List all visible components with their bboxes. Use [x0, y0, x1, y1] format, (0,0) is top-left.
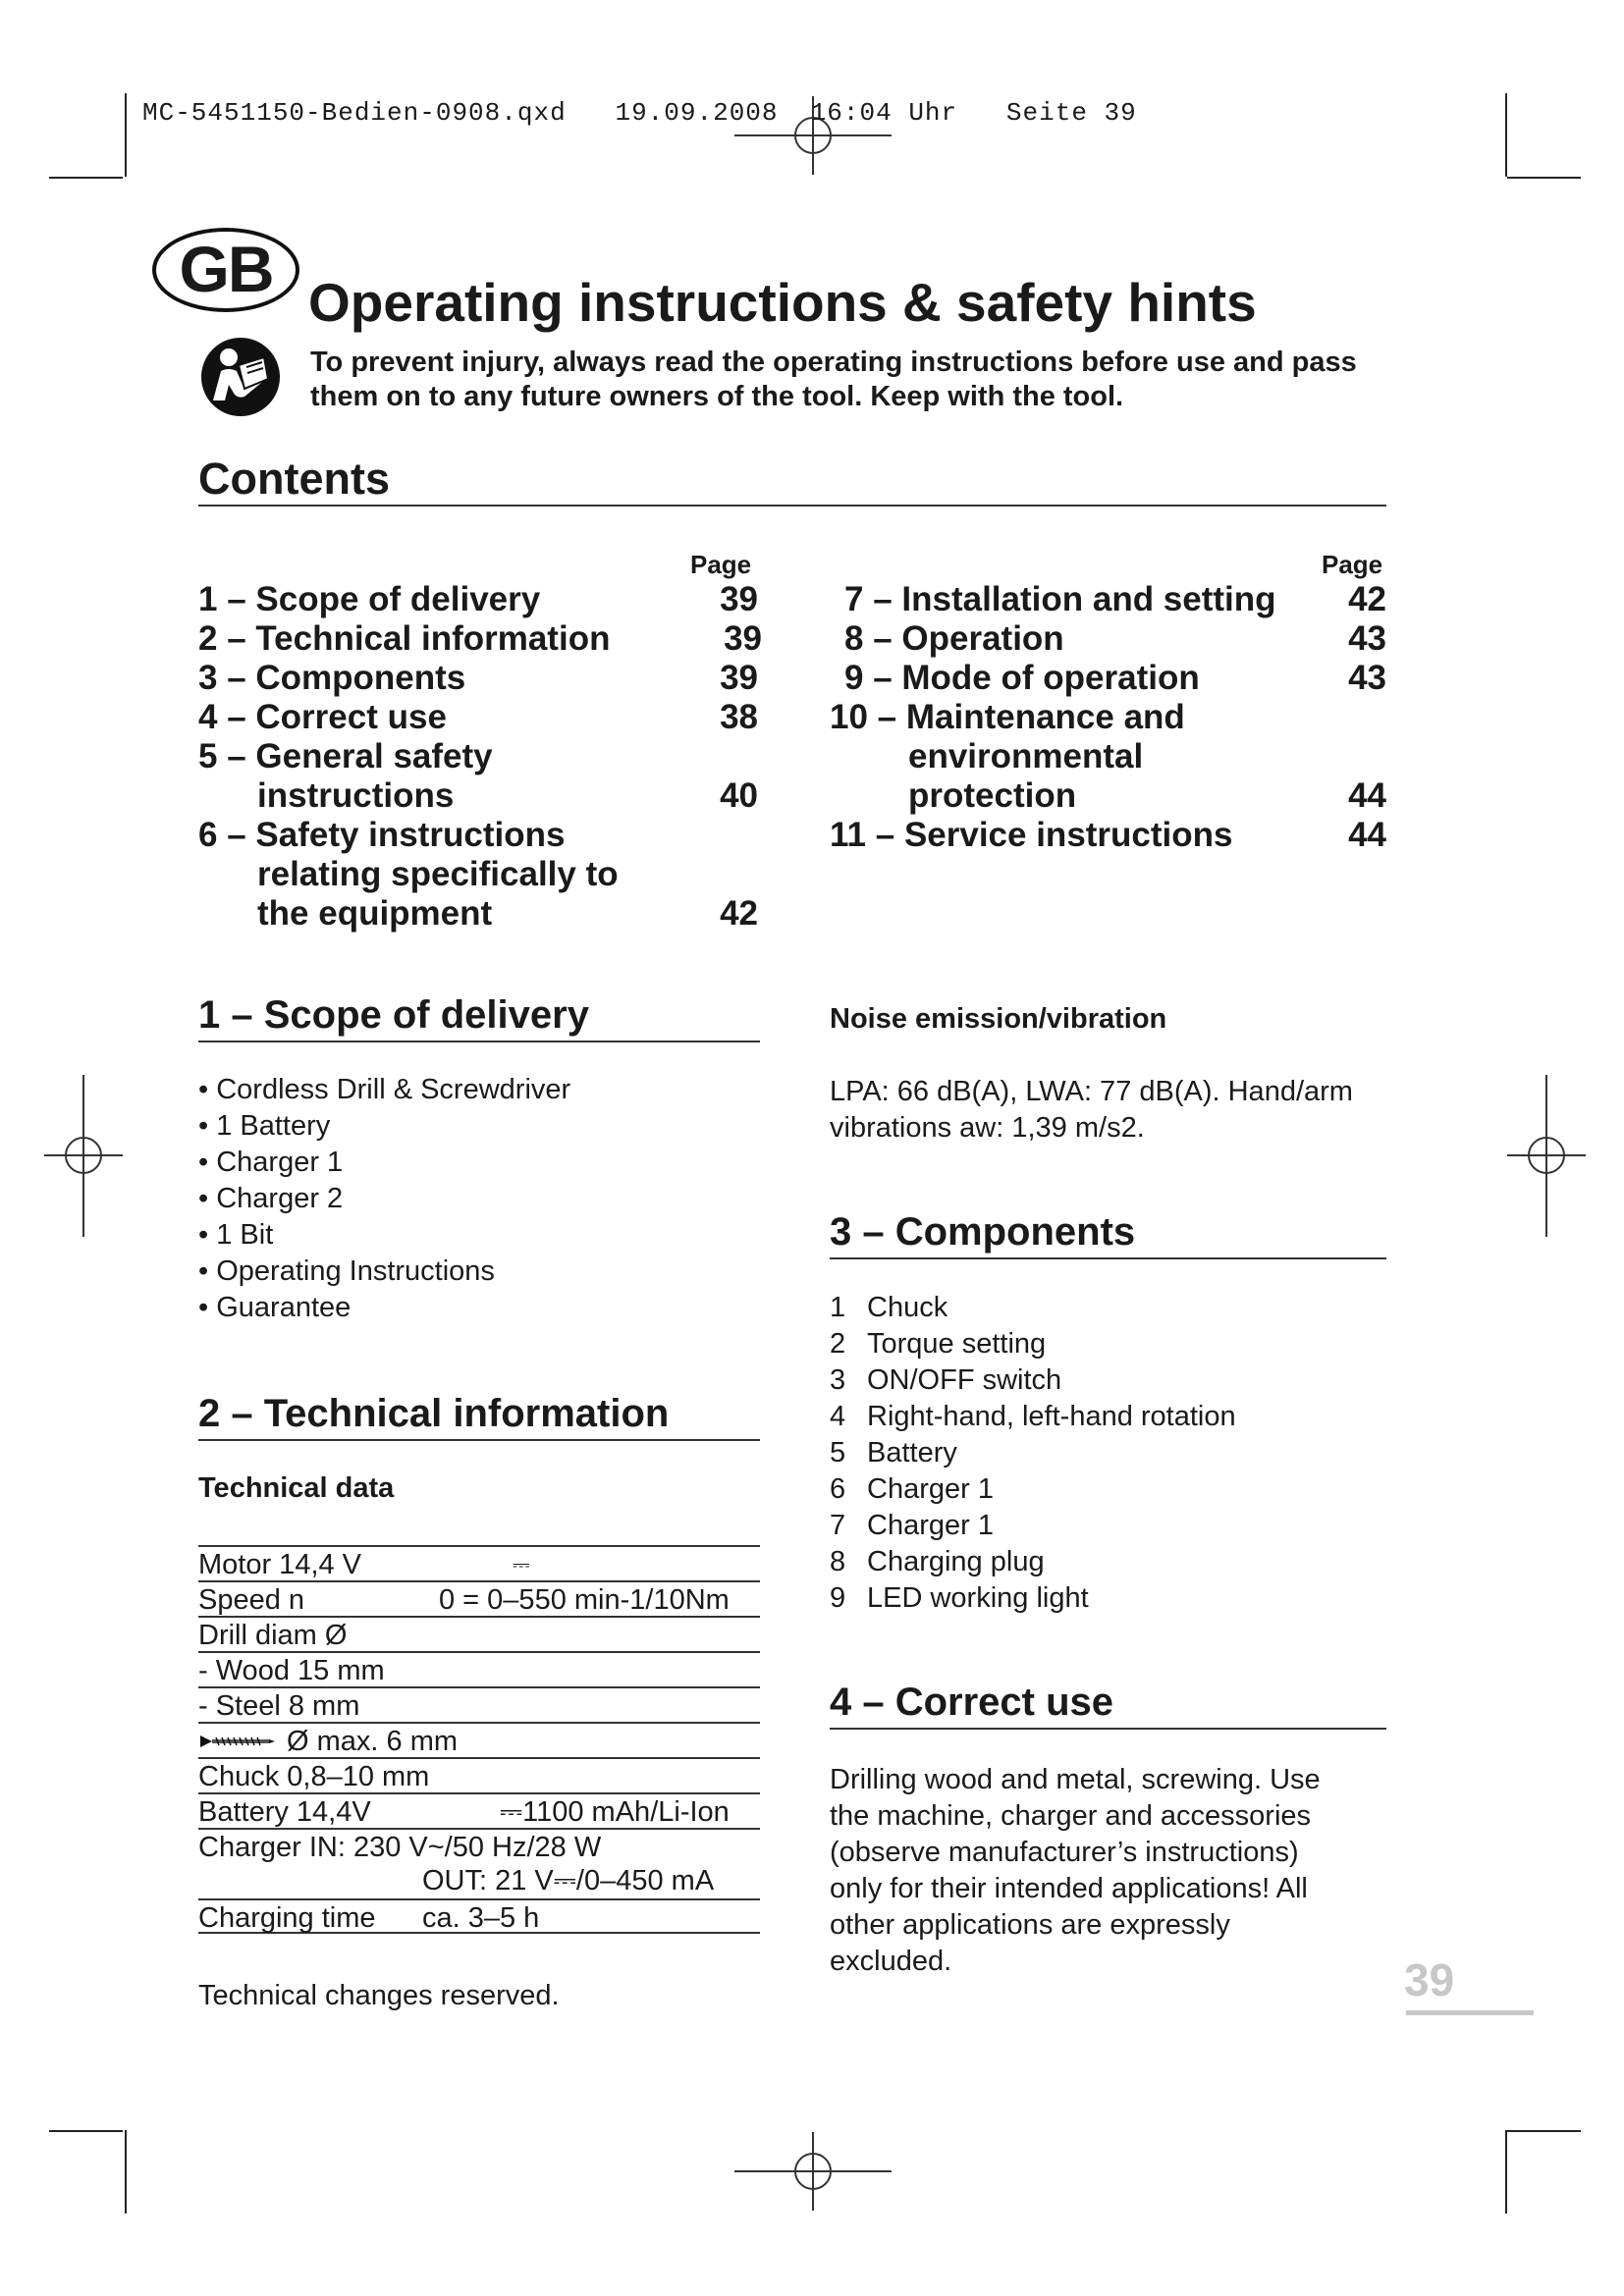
list-item [830, 1399, 1236, 1435]
table-cell: Ø max. 6 mm [287, 1726, 459, 1757]
divider [198, 505, 1386, 507]
table-cell: - Wood 15 mm [198, 1655, 385, 1686]
table-cell: 0 = 0–550 min-1/10Nm [439, 1584, 730, 1616]
table-row [198, 1580, 760, 1616]
toc-item [844, 619, 1386, 659]
toc-text: environmental [908, 737, 1144, 775]
page-column-label: Page [690, 550, 752, 579]
page-column-label: Page [1322, 550, 1383, 579]
list-item: • Operating Instructions [198, 1254, 570, 1290]
component-name: Torque setting [867, 1328, 1047, 1360]
list-item: • Charger 2 [198, 1181, 570, 1217]
noise-heading: Noise emission/vibration [830, 1003, 1167, 1035]
table-cell: ca. 3–5 h [422, 1902, 540, 1934]
toc-text: Operation [901, 619, 1064, 658]
toc-num: 6 – [198, 816, 246, 854]
toc-text: instructions [257, 776, 455, 815]
toc-text: relating specifically to [257, 855, 619, 893]
component-number: 9 [830, 1582, 846, 1614]
list-item [830, 1471, 1236, 1508]
toc-page: 44 [1348, 816, 1386, 854]
technical-data-table [198, 1545, 760, 1934]
list-item [830, 1326, 1236, 1362]
list-item: • Charger 1 [198, 1145, 570, 1181]
toc-page: 39 [724, 619, 762, 658]
table-cell: Speed n [198, 1584, 305, 1616]
list-item [830, 1435, 1236, 1471]
toc-item [830, 698, 1386, 737]
toc-text: the equipment [257, 894, 493, 933]
text-line: the machine, charger and accessories [830, 1800, 1312, 1832]
component-number: 3 [830, 1364, 846, 1396]
toc-text: Service instructions [903, 816, 1233, 854]
list-item [830, 1544, 1236, 1580]
toc-right [830, 580, 1386, 854]
toc-item [844, 659, 1386, 698]
screw-icon [198, 1734, 275, 1749]
toc-text: Correct use [255, 698, 447, 736]
toc-num: 5 – [198, 737, 246, 775]
toc-item-cont [257, 894, 758, 934]
scope-heading: 1 – Scope of delivery [198, 993, 589, 1037]
table-cell: ⎓ [513, 1552, 530, 1576]
component-number: 4 [830, 1401, 846, 1432]
toc-page: 43 [1348, 659, 1386, 697]
table-row [198, 1828, 760, 1863]
toc-text: General safety [255, 737, 493, 775]
component-number: 7 [830, 1510, 846, 1541]
table-row [198, 1686, 760, 1722]
toc-item [198, 619, 762, 659]
table-row [198, 1898, 760, 1934]
toc-item [198, 737, 758, 776]
table-cell: - Steel 8 mm [198, 1690, 360, 1722]
technical-subheading: Technical data [198, 1472, 395, 1504]
table-row [198, 1757, 760, 1792]
component-name: Charger 1 [867, 1473, 994, 1505]
crop-mark [49, 2130, 123, 2132]
toc-num: 2 – [198, 619, 246, 658]
table-row [198, 1616, 760, 1651]
toc-page: 40 [720, 776, 758, 815]
table-row [198, 1722, 760, 1757]
table-cell: Motor 14,4 V [198, 1549, 362, 1580]
toc-text: Scope of delivery [255, 580, 541, 618]
components-list [830, 1290, 1236, 1617]
toc-text: protection [908, 776, 1077, 815]
toc-item [198, 816, 758, 855]
toc-item-cont [257, 855, 758, 894]
noise-line-1: LPA: 66 dB(A), LWA: 77 dB(A). Hand/arm [830, 1076, 1353, 1107]
toc-num: 3 – [198, 659, 246, 697]
divider [830, 1728, 1386, 1730]
toc-text: Maintenance and [905, 698, 1185, 736]
crop-mark [1505, 93, 1507, 177]
country-badge: GB [152, 228, 299, 312]
component-name: Charging plug [867, 1546, 1045, 1577]
divider [198, 1439, 760, 1441]
correct-use-text [830, 1762, 1321, 1980]
toc-item-cont [908, 737, 1386, 776]
registration-mark-bottom [734, 2132, 892, 2211]
crop-mark [1505, 2130, 1507, 2214]
list-item [830, 1508, 1236, 1544]
registration-mark-left [44, 1075, 123, 1237]
table-row [198, 1545, 760, 1580]
toc-item [198, 659, 758, 698]
list-item: • Cordless Drill & Screwdriver [198, 1072, 570, 1108]
component-number: 2 [830, 1328, 846, 1360]
components-heading: 3 – Components [830, 1210, 1136, 1254]
table-cell: Drill diam Ø [198, 1620, 348, 1651]
toc-page: 42 [720, 894, 758, 933]
toc-page: 43 [1348, 619, 1386, 658]
toc-page: 39 [720, 659, 758, 697]
toc-page: 42 [1348, 580, 1386, 618]
crop-mark [1507, 2130, 1581, 2132]
text-line: excluded. [830, 1946, 952, 1977]
toc-num: 4 – [198, 698, 246, 736]
component-number: 6 [830, 1473, 846, 1505]
table-cell: OUT: 21 V⎓/0–450 mA [422, 1865, 715, 1896]
toc-item [844, 580, 1386, 619]
crop-mark [125, 93, 127, 177]
list-item: • Guarantee [198, 1290, 570, 1326]
table-cell: Charging time [198, 1902, 376, 1934]
page-title: Operating instructions & safety hints [308, 272, 1257, 333]
toc-text: Technical information [255, 619, 611, 658]
component-name: LED working light [867, 1582, 1089, 1614]
toc-item-cont [257, 776, 758, 816]
toc-page: 39 [720, 580, 758, 618]
crop-mark [125, 2130, 127, 2214]
technical-heading: 2 – Technical information [198, 1392, 670, 1435]
contents-heading: Contents [198, 454, 390, 504]
text-line: only for their intended applications! All [830, 1873, 1308, 1904]
toc-text: Installation and setting [901, 580, 1276, 618]
toc-left [198, 580, 762, 943]
toc-item [198, 698, 758, 737]
component-name: Battery [867, 1437, 957, 1468]
noise-line-2: vibrations aw: 1,39 m/s2. [830, 1112, 1145, 1144]
table-row [198, 1651, 760, 1686]
toc-num: 8 – [844, 619, 893, 658]
text-line: Drilling wood and metal, screwing. Use [830, 1764, 1321, 1795]
divider [198, 1041, 760, 1042]
text-line: (observe manufacturer’s instructions) [830, 1837, 1299, 1868]
table-cell: Charger IN: 230 V~/50 Hz/28 W [198, 1832, 602, 1863]
toc-num: 9 – [844, 659, 893, 697]
component-number: 8 [830, 1546, 846, 1577]
toc-num: 11 – [830, 816, 895, 854]
page-number: 39 [1404, 1954, 1455, 2005]
component-number: 5 [830, 1437, 846, 1468]
table-cell: Chuck 0,8–10 mm [198, 1761, 430, 1792]
toc-page: 38 [720, 698, 758, 736]
technical-note: Technical changes reserved. [198, 1980, 560, 2011]
crop-mark [1507, 177, 1581, 179]
list-item: • 1 Battery [198, 1108, 570, 1145]
toc-num: 7 – [844, 580, 893, 618]
toc-page: 44 [1348, 776, 1386, 815]
toc-num: 1 – [198, 580, 246, 618]
toc-text: Mode of operation [901, 659, 1200, 697]
page-number-bar [1406, 2010, 1534, 2015]
toc-text: Safety instructions [255, 816, 566, 854]
component-name: Right-hand, left-hand rotation [867, 1401, 1236, 1432]
table-cell: Battery 14,4V [198, 1796, 371, 1828]
toc-text: Components [255, 659, 466, 697]
component-name: Chuck [867, 1292, 948, 1323]
toc-item [198, 580, 758, 619]
toc-item [830, 816, 1386, 855]
read-manual-icon [199, 336, 282, 418]
component-name: ON/OFF switch [867, 1364, 1062, 1396]
toc-item-cont [908, 776, 1386, 816]
table-row [198, 1792, 760, 1828]
registration-mark-right [1507, 1075, 1586, 1237]
list-item [830, 1290, 1236, 1326]
component-name: Charger 1 [867, 1510, 994, 1541]
component-number: 1 [830, 1292, 846, 1323]
correct-use-heading: 4 – Correct use [830, 1681, 1114, 1724]
table-row [198, 1863, 760, 1898]
intro-warning: To prevent injury, always read the operating instructions before use and pass them on to any future owners of the tool. Keep with the tool. [310, 347, 1357, 412]
print-slug-line: MC-5451150-Bedien-0908.qxd 19.09.2008 16:04 Uhr Seite 39 [142, 98, 1137, 128]
toc-num: 10 – [830, 698, 897, 736]
table-cell: ⎓1100 mAh/Li-Ion [500, 1796, 730, 1828]
list-item: • 1 Bit [198, 1217, 570, 1254]
divider [830, 1257, 1386, 1259]
crop-mark [49, 177, 123, 179]
scope-list [198, 1072, 570, 1326]
list-item [830, 1362, 1236, 1399]
list-item [830, 1580, 1236, 1617]
text-line: other applications are expressly [830, 1909, 1230, 1941]
